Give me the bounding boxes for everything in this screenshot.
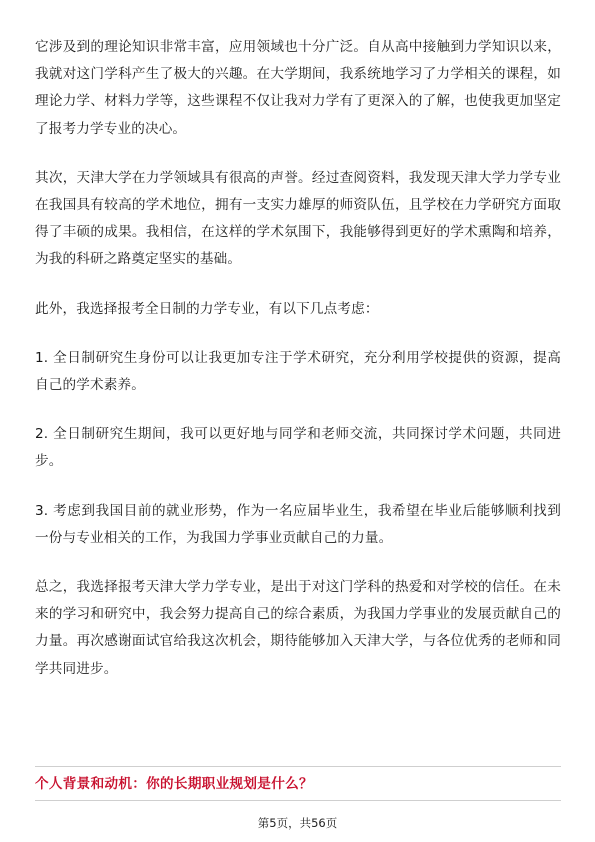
paragraph-fulltime-intro: 此外，我选择报考全日制的力学专业，有以下几点考虑： — [35, 300, 379, 317]
paragraph-reputation: 其次，天津大学在力学领域具有很高的声誉。经过查阅资料，我发现天津大学力学专业在我国具有较高的学术地位，拥有一支实力雄厚的师资队伍，且学校在力学研究方面取得了丰硕的成果。我相信，在这样的学术氛围下，我能够得到更好的学术熏陶和培养，为我的科研之路奠定坚实的基础。 — [35, 169, 561, 268]
body-content — [35, 34, 561, 683]
page-footer: 第5页，共56页 — [257, 816, 338, 830]
list-item-2: 2. 全日制研究生期间，我可以更好地与同学和老师交流，共同探讨学术问题，共同进步。 — [35, 426, 561, 470]
paragraph-conclusion: 总之，我选择报考天津大学力学专业，是出于对这门学科的热爱和对学校的信任。在未来的学习和研究中，我会努力提高自己的综合素质，为我国力学事业的发展贡献自己的力量。再次感谢面试官给我这次机会，期待能够加入天津大学，与各位优秀的老师和同学共同进步。 — [35, 579, 561, 677]
divider-bottom — [35, 800, 561, 801]
paragraph-interest: 它涉及到的理论知识非常丰富，应用领域也十分广泛。自从高中接触到力学知识以来，我就对这门学科产生了极大的兴趣。在大学期间，我系统地学习了力学相关的课程，如理论力学、材料力学等，这些课程不仅让我对力学有了更深入的了解，也使我更加坚定了报考力学专业的决心。 — [35, 39, 561, 137]
divider-top — [35, 766, 561, 767]
list-item-1: 1. 全日制研究生身份可以让我更加专注于学术研究，充分利用学校提供的资源，提高自己的学术素养。 — [35, 349, 561, 394]
section-question-heading: 个人背景和动机：你的长期职业规划是什么？ — [35, 776, 313, 792]
list-item-3: 3. 考虑到我国目前的就业形势，作为一名应届毕业生，我希望在毕业后能够顺利找到一份与专业相关的工作，为我国力学事业贡献自己的力量。 — [35, 502, 561, 546]
